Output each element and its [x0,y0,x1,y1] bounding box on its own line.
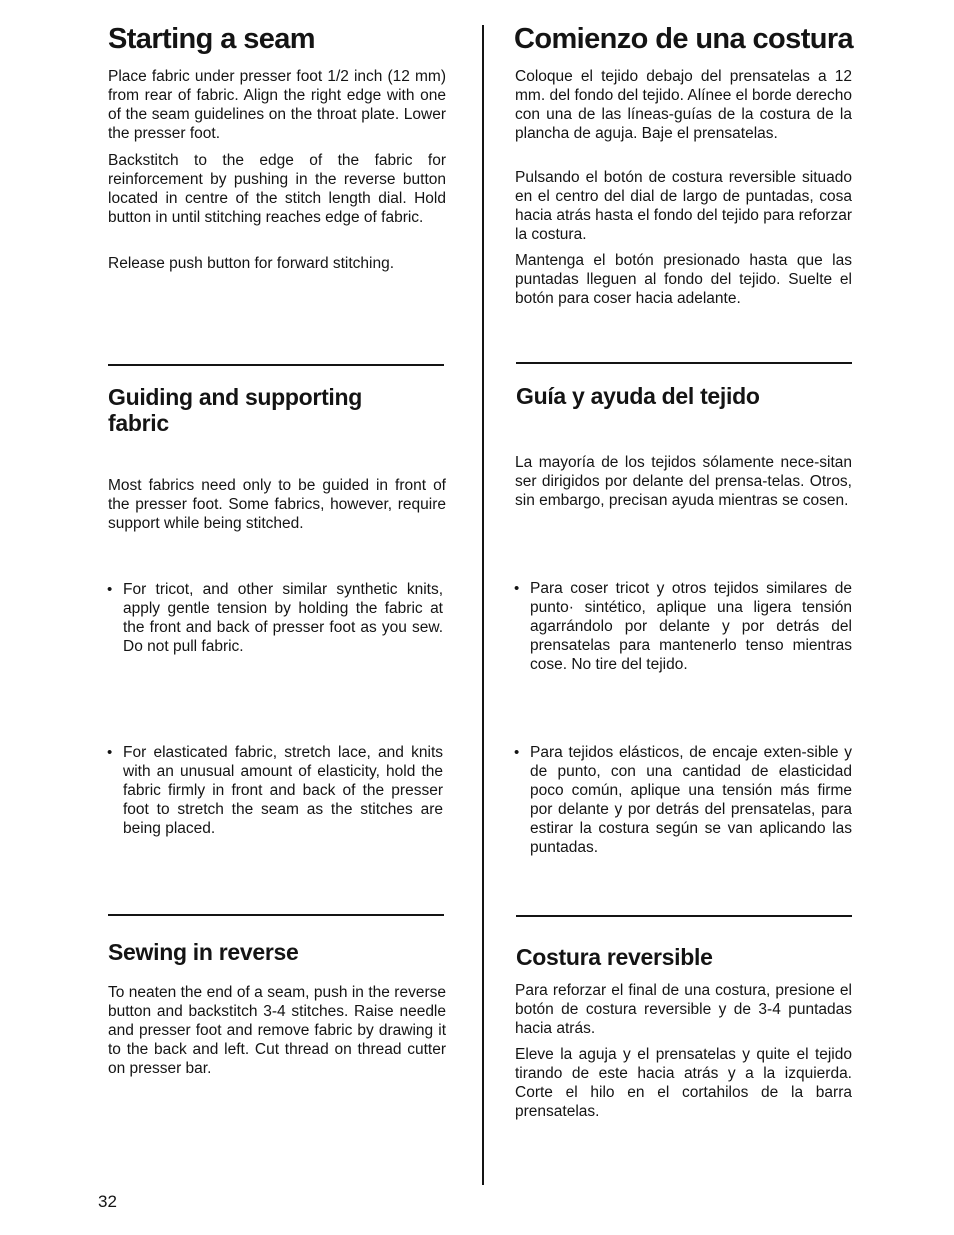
tricot-bullet-text-es: Para coser tricot y otros tejidos similares de punto· sintético, aplique una ligera tensión agarrándolo por delante y por detrás del prensatelas para mantenerlo tenso mientras cose. No tire del tejido. [530,580,852,673]
section-rule-guiding-en [108,364,444,366]
bullet-icon: • [514,580,520,597]
list-item [514,743,852,857]
elastic-bullet-text-en: For elasticated fabric, stretch lace, and knits with an unusual amount of elasticity, hold the fabric firmly in front and back of the presser foot to stretch the seam as the stitches are being placed. [123,744,443,837]
sewing-reverse-paragraph-en: To neaten the end of a seam, push in the reverse button and backstitch 3-4 stitches. Raise needle and presser foot and remove fabric by drawing it to the back and left. Cut thread on thread cutter on presser bar. [108,984,446,1077]
section-rule-guiding-es [516,362,852,364]
bullet-icon: • [107,581,113,598]
section-rule-reverse-es [516,915,852,917]
guiding-fabric-title-es: Guía y ayuda del tejido [516,383,760,409]
sewing-reverse-paragraph-1-es: Para reforzar el final de una costura, presione el botón de costura reversible y de 3-4 puntadas hacia atrás. [515,982,852,1037]
column-divider [482,25,484,1185]
elastic-bullet-text-es: Para tejidos elásticos, de encaje exten-sible y de punto, con una cantidad de elasticidad poco común, aplique una tensión más firme por delante y por detrás del prensatelas, para estirar la costura según se van aplicando las puntadas. [530,744,852,856]
starting-seam-paragraph-1-es: Coloque el tejido debajo del prensatelas a 12 mm. del fondo del tejido. Alínee el borde derecho con una de las líneas-guías de la costura de la plancha de aguja. Baje el prensatelas. [515,68,852,142]
guiding-fabric-paragraph-en: Most fabrics need only to be guided in front of the presser foot. Some fabrics, however, require support while being stitched. [108,477,446,532]
section-rule-reverse-en [108,914,444,916]
starting-seam-paragraph-2-es: Pulsando el botón de costura reversible situado en el centro del dial de largo de puntadas, cosa hacia atrás hasta el fondo del tejido para reforzar la costura. [515,169,852,243]
starting-seam-paragraph-3-en: Release push button for forward stitching. [108,255,395,272]
starting-seam-paragraph-3-es: Mantenga el botón presionado hasta que las puntadas lleguen al fondo del tejido. Suelte el botón para coser hacia adelante. [515,252,852,307]
guiding-fabric-paragraph-es: La mayoría de los tejidos sólamente nece-sitan ser dirigidos por delante del prensa-telas. Otros, sin embargo, precisan ayuda mientras se cosen. [515,454,852,509]
sewing-reverse-title-en: Sewing in reverse [108,939,299,965]
starting-seam-paragraph-2-en: Backstitch to the edge of the fabric for reinforcement by pushing in the reverse button located in centre of the stitch length dial. Hold button in until stitching reaches edge of fabric. [108,152,446,226]
page-number: 32 [98,1192,117,1211]
starting-seam-title-en: Starting a seam [108,23,315,55]
starting-seam-title-es: Comienzo de una costura [514,23,854,55]
starting-seam-paragraph-1-en: Place fabric under presser foot 1/2 inch (12 mm) from rear of fabric. Align the right edge with one of the seam guidelines on the throat plate. Lower the presser foot. [108,68,446,142]
list-item [107,743,443,838]
sewing-reverse-paragraph-2-es: Eleve la aguja y el prensatelas y quite el tejido tirando de este hacia atrás y a la izquierda. Corte el hilo en el cortahilos de la barra prensatelas. [515,1046,852,1120]
tricot-bullet-text-en: For tricot, and other similar synthetic knits, apply gentle tension by holding the fabric at the front and back of presser foot as you sew. Do not pull fabric. [123,581,443,655]
bullet-icon: • [107,744,113,761]
list-item [107,580,443,656]
sewing-reverse-title-es: Costura reversible [516,944,713,970]
list-item [514,579,852,674]
guiding-fabric-title-en: Guiding and supporting fabric [108,384,363,436]
bullet-icon: • [514,744,520,761]
